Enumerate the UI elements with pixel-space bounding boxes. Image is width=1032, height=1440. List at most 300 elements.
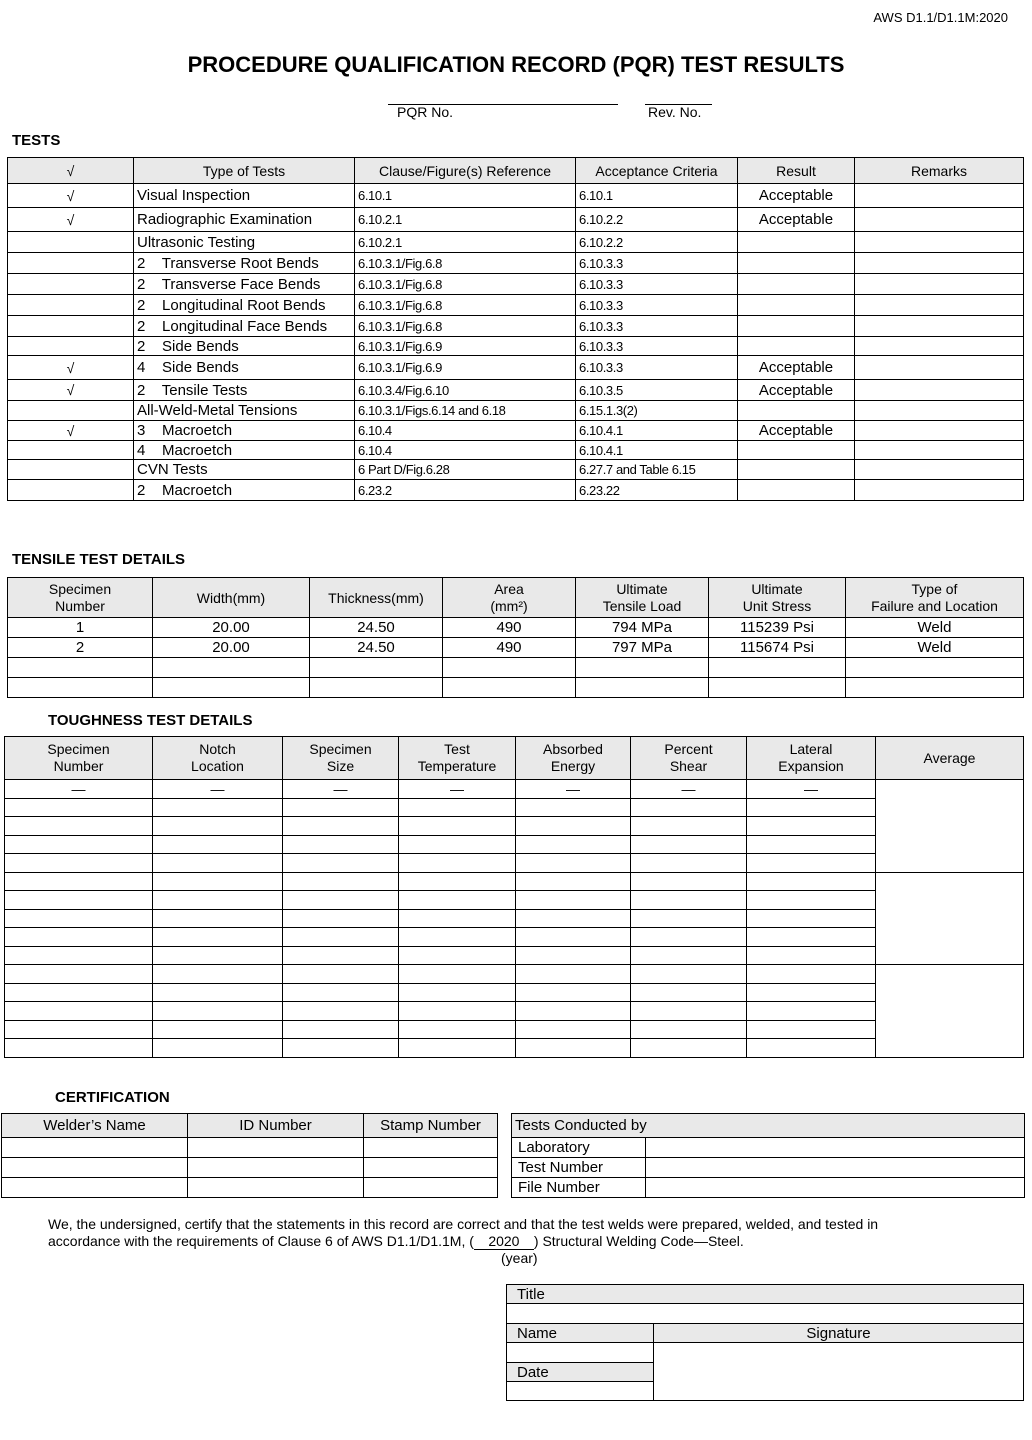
id-number-header: ID Number bbox=[188, 1114, 364, 1138]
toughness-row bbox=[5, 946, 1024, 965]
percent-shear-cell[interactable] bbox=[631, 835, 747, 854]
rev-number-field[interactable] bbox=[645, 88, 712, 105]
toughness-row bbox=[5, 983, 1024, 1002]
criteria-cell: 6.10.3.3 bbox=[576, 337, 738, 356]
test-type-cell: 2 Macroetch bbox=[134, 480, 355, 501]
remarks-cell[interactable] bbox=[855, 421, 1024, 441]
test-temperature-cell[interactable] bbox=[399, 891, 516, 910]
tensile-load-cell[interactable] bbox=[576, 658, 709, 678]
width-cell[interactable]: 20.00 bbox=[153, 638, 310, 658]
toughness-row bbox=[5, 780, 1024, 799]
specimen-size-cell[interactable] bbox=[283, 854, 399, 873]
specimen-number-cell[interactable] bbox=[5, 817, 153, 836]
toughness-row bbox=[5, 854, 1024, 873]
lateral-expansion-cell[interactable] bbox=[747, 872, 876, 891]
specimen-size-cell[interactable] bbox=[283, 1020, 399, 1039]
absorbed-energy-cell[interactable] bbox=[516, 1002, 631, 1021]
absorbed-energy-cell[interactable] bbox=[516, 835, 631, 854]
result-cell[interactable] bbox=[738, 295, 855, 316]
tensile-load-cell[interactable]: 797 MPa bbox=[576, 638, 709, 658]
toughness-row bbox=[5, 1020, 1024, 1039]
test-temperature-cell[interactable] bbox=[399, 1002, 516, 1021]
notch-location-cell[interactable]: — bbox=[153, 780, 283, 799]
remarks-cell[interactable] bbox=[855, 232, 1024, 253]
thickness-cell[interactable]: 24.50 bbox=[310, 638, 443, 658]
tests-header-reference: Clause/Figure(s) Reference bbox=[355, 158, 576, 184]
reference-cell: 6.10.3.1/Fig.6.8 bbox=[355, 316, 576, 337]
lateral-expansion-cell[interactable] bbox=[747, 835, 876, 854]
statement-line-1: We, the undersigned, certify that the statements in this record are correct and that the test welds were prepared, welded, and tested in bbox=[48, 1216, 879, 1232]
percent-shear-cell[interactable] bbox=[631, 817, 747, 836]
tests-row bbox=[8, 460, 1024, 480]
tests-row bbox=[8, 441, 1024, 460]
standard-code: AWS D1.1/D1.1M:2020 bbox=[873, 10, 1008, 25]
percent-shear-cell[interactable] bbox=[631, 1002, 747, 1021]
thickness-cell[interactable] bbox=[310, 678, 443, 698]
criteria-cell: 6.10.3.3 bbox=[576, 295, 738, 316]
lateral-expansion-cell[interactable] bbox=[747, 928, 876, 947]
tensile-header-width: Width(mm) bbox=[153, 578, 310, 618]
stamp-number-field[interactable] bbox=[364, 1158, 498, 1178]
specimen-size-cell[interactable]: — bbox=[283, 780, 399, 799]
specimen-size-cell[interactable] bbox=[283, 891, 399, 910]
reference-cell: 6.23.2 bbox=[355, 480, 576, 501]
average-cell[interactable] bbox=[876, 965, 1024, 1058]
statement-line-2a: accordance with the requirements of Clause 6 of AWS D1.1/D1.1M, ( bbox=[48, 1233, 474, 1249]
result-cell[interactable] bbox=[738, 337, 855, 356]
notch-location-cell[interactable] bbox=[153, 854, 283, 873]
result-cell[interactable]: Acceptable bbox=[738, 208, 855, 232]
stamp-number-field[interactable] bbox=[364, 1178, 498, 1198]
failure-location-cell[interactable]: Weld bbox=[846, 638, 1024, 658]
test-type-cell: Visual Inspection bbox=[134, 184, 355, 208]
width-cell[interactable] bbox=[153, 678, 310, 698]
page-title: PROCEDURE QUALIFICATION RECORD (PQR) TEST RESULTS bbox=[187, 52, 845, 77]
thickness-cell[interactable] bbox=[310, 658, 443, 678]
unit-stress-cell[interactable] bbox=[709, 658, 846, 678]
specimen-number-cell[interactable] bbox=[5, 872, 153, 891]
average-cell[interactable] bbox=[876, 872, 1024, 965]
name-field[interactable] bbox=[507, 1343, 654, 1363]
remarks-cell[interactable] bbox=[855, 401, 1024, 421]
tests-check-cell bbox=[8, 253, 134, 274]
remarks-cell[interactable] bbox=[855, 295, 1024, 316]
specimen-number-cell[interactable] bbox=[8, 658, 153, 678]
tests-check-cell bbox=[8, 337, 134, 356]
toughness-row bbox=[5, 928, 1024, 947]
tests-conducted-table bbox=[511, 1113, 1025, 1198]
specimen-size-cell[interactable] bbox=[283, 1039, 399, 1058]
absorbed-energy-cell[interactable] bbox=[516, 872, 631, 891]
area-cell[interactable]: 490 bbox=[443, 618, 576, 638]
area-cell[interactable] bbox=[443, 678, 576, 698]
tests-row bbox=[8, 295, 1024, 316]
result-cell[interactable] bbox=[738, 480, 855, 501]
signature-field[interactable] bbox=[654, 1343, 1024, 1401]
id-number-field[interactable] bbox=[188, 1158, 364, 1178]
toughness-row bbox=[5, 965, 1024, 984]
absorbed-energy-cell[interactable] bbox=[516, 983, 631, 1002]
toughness-row bbox=[5, 872, 1024, 891]
absorbed-energy-cell[interactable] bbox=[516, 1039, 631, 1058]
welder-name-field[interactable] bbox=[2, 1158, 188, 1178]
toughness-row bbox=[5, 817, 1024, 836]
toughness-row bbox=[5, 891, 1024, 910]
test-temperature-cell[interactable] bbox=[399, 909, 516, 928]
specimen-size-cell[interactable] bbox=[283, 1002, 399, 1021]
specimen-size-cell[interactable] bbox=[283, 817, 399, 836]
tensile-load-cell[interactable]: 794 MPa bbox=[576, 618, 709, 638]
test-type-cell: 4 Macroetch bbox=[134, 441, 355, 460]
test-type-cell: Ultrasonic Testing bbox=[134, 232, 355, 253]
specimen-number-cell[interactable] bbox=[5, 1039, 153, 1058]
notch-location-cell[interactable] bbox=[153, 872, 283, 891]
lateral-expansion-cell[interactable]: — bbox=[747, 780, 876, 799]
percent-shear-cell[interactable] bbox=[631, 983, 747, 1002]
criteria-cell: 6.10.3.3 bbox=[576, 274, 738, 295]
test-temperature-cell[interactable] bbox=[399, 817, 516, 836]
absorbed-energy-cell[interactable] bbox=[516, 946, 631, 965]
absorbed-energy-cell[interactable] bbox=[516, 928, 631, 947]
reference-cell: 6 Part D/Fig.6.28 bbox=[355, 460, 576, 480]
tests-row bbox=[8, 232, 1024, 253]
toughness-header-shear: Percent Shear bbox=[631, 737, 747, 780]
criteria-cell: 6.10.2.2 bbox=[576, 208, 738, 232]
test-temperature-cell[interactable] bbox=[399, 965, 516, 984]
remarks-cell[interactable] bbox=[855, 184, 1024, 208]
tests-header-type: Type of Tests bbox=[134, 158, 355, 184]
absorbed-energy-cell[interactable] bbox=[516, 965, 631, 984]
notch-location-cell[interactable] bbox=[153, 983, 283, 1002]
id-number-field[interactable] bbox=[188, 1178, 364, 1198]
test-temperature-cell[interactable] bbox=[399, 983, 516, 1002]
tests-section-heading: TESTS bbox=[12, 132, 61, 149]
result-cell[interactable] bbox=[738, 253, 855, 274]
remarks-cell[interactable] bbox=[855, 380, 1024, 401]
specimen-number-cell[interactable] bbox=[5, 946, 153, 965]
toughness-header-lateral: Lateral Expansion bbox=[747, 737, 876, 780]
test-type-cell: Radiographic Examination bbox=[134, 208, 355, 232]
reference-cell: 6.10.3.4/Fig.6.10 bbox=[355, 380, 576, 401]
result-cell[interactable]: Acceptable bbox=[738, 421, 855, 441]
tensile-header-area-label: Area bbox=[494, 580, 524, 597]
tensile-header-load: Ultimate Tensile Load bbox=[576, 578, 709, 618]
statement-line-2b: ) Structural Welding Code—Steel. bbox=[533, 1233, 744, 1249]
absorbed-energy-cell[interactable] bbox=[516, 891, 631, 910]
specimen-size-cell[interactable] bbox=[283, 983, 399, 1002]
file-number-field[interactable] bbox=[646, 1178, 1025, 1198]
result-cell[interactable] bbox=[738, 401, 855, 421]
notch-location-cell[interactable] bbox=[153, 1039, 283, 1058]
tests-table bbox=[7, 157, 1024, 501]
lateral-expansion-cell[interactable] bbox=[747, 798, 876, 817]
unit-stress-cell[interactable]: 115674 Psi bbox=[709, 638, 846, 658]
test-temperature-cell[interactable] bbox=[399, 854, 516, 873]
tests-row bbox=[8, 184, 1024, 208]
specimen-number-cell[interactable]: 1 bbox=[8, 618, 153, 638]
failure-location-cell[interactable] bbox=[846, 658, 1024, 678]
absorbed-energy-cell[interactable] bbox=[516, 798, 631, 817]
percent-shear-cell[interactable] bbox=[631, 1020, 747, 1039]
welder-name-field[interactable] bbox=[2, 1138, 188, 1158]
test-type-cell: 2 Transverse Face Bends bbox=[134, 274, 355, 295]
specimen-number-cell[interactable] bbox=[5, 928, 153, 947]
lateral-expansion-cell[interactable] bbox=[747, 817, 876, 836]
test-type-cell: 2 Longitudinal Face Bends bbox=[134, 316, 355, 337]
test-temperature-cell[interactable]: — bbox=[399, 780, 516, 799]
test-temperature-cell[interactable] bbox=[399, 835, 516, 854]
lateral-expansion-cell[interactable] bbox=[747, 965, 876, 984]
criteria-cell: 6.10.4.1 bbox=[576, 421, 738, 441]
criteria-cell: 6.10.4.1 bbox=[576, 441, 738, 460]
toughness-header-average: Average bbox=[876, 737, 1024, 780]
test-temperature-cell[interactable] bbox=[399, 946, 516, 965]
tensile-table bbox=[7, 577, 1024, 698]
result-cell[interactable] bbox=[738, 274, 855, 295]
signature-label: Signature bbox=[654, 1324, 1024, 1343]
test-type-cell: 2 Transverse Root Bends bbox=[134, 253, 355, 274]
result-cell[interactable]: Acceptable bbox=[738, 184, 855, 208]
criteria-cell: 6.15.1.3(2) bbox=[576, 401, 738, 421]
date-label: Date bbox=[507, 1363, 654, 1382]
percent-shear-cell[interactable] bbox=[631, 928, 747, 947]
toughness-header-notch: Notch Location bbox=[153, 737, 283, 780]
percent-shear-cell[interactable]: — bbox=[631, 780, 747, 799]
test-temperature-cell[interactable] bbox=[399, 928, 516, 947]
tests-check-cell bbox=[8, 316, 134, 337]
lateral-expansion-cell[interactable] bbox=[747, 1020, 876, 1039]
tests-header-check: √ bbox=[8, 158, 134, 184]
tensile-header-thickness: Thickness(mm) bbox=[310, 578, 443, 618]
notch-location-cell[interactable] bbox=[153, 817, 283, 836]
remarks-cell[interactable] bbox=[855, 441, 1024, 460]
tests-check-cell bbox=[8, 274, 134, 295]
id-number-field[interactable] bbox=[188, 1138, 364, 1158]
result-cell[interactable] bbox=[738, 441, 855, 460]
welder-name-field[interactable] bbox=[2, 1178, 188, 1198]
result-cell[interactable] bbox=[738, 316, 855, 337]
reference-cell: 6.10.2.1 bbox=[355, 232, 576, 253]
failure-location-cell[interactable] bbox=[846, 678, 1024, 698]
tensile-row bbox=[8, 638, 1024, 658]
thickness-cell[interactable]: 24.50 bbox=[310, 618, 443, 638]
tests-check-cell: √ bbox=[8, 356, 134, 380]
tensile-header-failure: Type of Failure and Location bbox=[846, 578, 1024, 618]
lateral-expansion-cell[interactable] bbox=[747, 1039, 876, 1058]
specimen-number-cell[interactable] bbox=[5, 798, 153, 817]
specimen-number-cell[interactable] bbox=[8, 678, 153, 698]
notch-location-cell[interactable] bbox=[153, 835, 283, 854]
toughness-header-energy: Absorbed Energy bbox=[516, 737, 631, 780]
tests-check-cell: √ bbox=[8, 421, 134, 441]
specimen-number-cell[interactable] bbox=[5, 983, 153, 1002]
welder-table bbox=[1, 1113, 498, 1198]
specimen-number-cell[interactable] bbox=[5, 835, 153, 854]
notch-location-cell[interactable] bbox=[153, 1020, 283, 1039]
absorbed-energy-cell[interactable] bbox=[516, 854, 631, 873]
remarks-cell[interactable] bbox=[855, 274, 1024, 295]
result-cell[interactable] bbox=[738, 232, 855, 253]
test-temperature-cell[interactable] bbox=[399, 1039, 516, 1058]
result-cell[interactable]: Acceptable bbox=[738, 356, 855, 380]
tensile-load-cell[interactable] bbox=[576, 678, 709, 698]
area-cell[interactable]: 490 bbox=[443, 638, 576, 658]
remarks-cell[interactable] bbox=[855, 316, 1024, 337]
specimen-size-cell[interactable] bbox=[283, 909, 399, 928]
tests-row bbox=[8, 480, 1024, 501]
reference-cell: 6.10.4 bbox=[355, 421, 576, 441]
unit-stress-cell[interactable]: 115239 Psi bbox=[709, 618, 846, 638]
toughness-row bbox=[5, 1002, 1024, 1021]
absorbed-energy-cell[interactable] bbox=[516, 1020, 631, 1039]
test-type-cell: 3 Macroetch bbox=[134, 421, 355, 441]
test-temperature-cell[interactable] bbox=[399, 872, 516, 891]
absorbed-energy-cell[interactable] bbox=[516, 909, 631, 928]
specimen-number-cell[interactable] bbox=[5, 1002, 153, 1021]
lateral-expansion-cell[interactable] bbox=[747, 891, 876, 910]
toughness-table bbox=[4, 736, 1024, 1058]
specimen-size-cell[interactable] bbox=[283, 798, 399, 817]
title-label: Title bbox=[507, 1285, 1024, 1304]
tests-check-cell bbox=[8, 441, 134, 460]
specimen-size-cell[interactable] bbox=[283, 928, 399, 947]
test-temperature-cell[interactable] bbox=[399, 1020, 516, 1039]
reference-cell: 6.10.3.1/Fig.6.9 bbox=[355, 337, 576, 356]
remarks-cell[interactable] bbox=[855, 337, 1024, 356]
tests-conducted-header: Tests Conducted by bbox=[512, 1114, 1025, 1138]
tensile-section-heading: TENSILE TEST DETAILS bbox=[12, 551, 186, 568]
date-field[interactable] bbox=[507, 1382, 654, 1401]
notch-location-cell[interactable] bbox=[153, 965, 283, 984]
specimen-size-cell[interactable] bbox=[283, 835, 399, 854]
title-field[interactable] bbox=[507, 1304, 1024, 1324]
notch-location-cell[interactable] bbox=[153, 928, 283, 947]
result-cell[interactable] bbox=[738, 460, 855, 480]
result-cell[interactable]: Acceptable bbox=[738, 380, 855, 401]
specimen-size-cell[interactable] bbox=[283, 872, 399, 891]
notch-location-cell[interactable] bbox=[153, 798, 283, 817]
toughness-row bbox=[5, 909, 1024, 928]
notch-location-cell[interactable] bbox=[153, 909, 283, 928]
tensile-header-area bbox=[443, 578, 576, 618]
percent-shear-cell[interactable] bbox=[631, 891, 747, 910]
lateral-expansion-cell[interactable] bbox=[747, 983, 876, 1002]
pqr-number-label: PQR No. bbox=[397, 104, 454, 120]
tensile-row bbox=[8, 678, 1024, 698]
specimen-size-cell[interactable] bbox=[283, 965, 399, 984]
test-type-cell: All-Weld-Metal Tensions bbox=[134, 401, 355, 421]
toughness-row bbox=[5, 1039, 1024, 1058]
specimen-number-cell[interactable] bbox=[5, 854, 153, 873]
width-cell[interactable] bbox=[153, 658, 310, 678]
year-label: (year) bbox=[501, 1250, 538, 1266]
average-cell[interactable] bbox=[876, 780, 1024, 873]
area-cell[interactable] bbox=[443, 658, 576, 678]
remarks-cell[interactable] bbox=[855, 208, 1024, 232]
signoff-table bbox=[506, 1284, 1024, 1401]
tests-row bbox=[8, 337, 1024, 356]
test-type-cell: 2 Longitudinal Root Bends bbox=[134, 295, 355, 316]
test-temperature-cell[interactable] bbox=[399, 798, 516, 817]
specimen-number-cell[interactable] bbox=[5, 1020, 153, 1039]
notch-location-cell[interactable] bbox=[153, 1002, 283, 1021]
lateral-expansion-cell[interactable] bbox=[747, 854, 876, 873]
width-cell[interactable]: 20.00 bbox=[153, 618, 310, 638]
tests-row bbox=[8, 253, 1024, 274]
reference-cell: 6.10.3.1/Figs.6.14 and 6.18 bbox=[355, 401, 576, 421]
laboratory-field[interactable] bbox=[646, 1138, 1025, 1158]
name-label: Name bbox=[507, 1324, 654, 1343]
pqr-number-field[interactable] bbox=[388, 88, 618, 105]
tests-check-cell: √ bbox=[8, 208, 134, 232]
percent-shear-cell[interactable] bbox=[631, 909, 747, 928]
toughness-row bbox=[5, 835, 1024, 854]
rev-number-label: Rev. No. bbox=[648, 104, 702, 120]
reference-cell: 6.10.3.1/Fig.6.9 bbox=[355, 356, 576, 380]
tests-row bbox=[8, 401, 1024, 421]
lateral-expansion-cell[interactable] bbox=[747, 1002, 876, 1021]
test-number-field[interactable] bbox=[646, 1158, 1025, 1178]
tensile-row bbox=[8, 618, 1024, 638]
reference-cell: 6.10.3.1/Fig.6.8 bbox=[355, 295, 576, 316]
specimen-size-cell[interactable] bbox=[283, 946, 399, 965]
toughness-header-specimen: Specimen Number bbox=[5, 737, 153, 780]
criteria-cell: 6.23.22 bbox=[576, 480, 738, 501]
toughness-section-heading: TOUGHNESS TEST DETAILS bbox=[48, 712, 253, 729]
criteria-cell: 6.27.7 and Table 6.15 bbox=[576, 460, 738, 480]
test-type-cell: 2 Side Bends bbox=[134, 337, 355, 356]
lateral-expansion-cell[interactable] bbox=[747, 946, 876, 965]
notch-location-cell[interactable] bbox=[153, 891, 283, 910]
test-type-cell: CVN Tests bbox=[134, 460, 355, 480]
stamp-number-field[interactable] bbox=[364, 1138, 498, 1158]
specimen-number-cell[interactable]: 2 bbox=[8, 638, 153, 658]
unit-stress-cell[interactable] bbox=[709, 678, 846, 698]
reference-cell: 6.10.1 bbox=[355, 184, 576, 208]
year-field[interactable]: 2020 bbox=[474, 1234, 534, 1250]
toughness-row bbox=[5, 798, 1024, 817]
absorbed-energy-cell[interactable]: — bbox=[516, 780, 631, 799]
certification-statement bbox=[48, 1216, 1008, 1250]
specimen-number-cell[interactable] bbox=[5, 891, 153, 910]
percent-shear-cell[interactable] bbox=[631, 854, 747, 873]
percent-shear-cell[interactable] bbox=[631, 965, 747, 984]
percent-shear-cell[interactable] bbox=[631, 798, 747, 817]
remarks-cell[interactable] bbox=[855, 253, 1024, 274]
specimen-number-cell[interactable] bbox=[5, 909, 153, 928]
absorbed-energy-cell[interactable] bbox=[516, 817, 631, 836]
percent-shear-cell[interactable] bbox=[631, 1039, 747, 1058]
criteria-cell: 6.10.1 bbox=[576, 184, 738, 208]
failure-location-cell[interactable]: Weld bbox=[846, 618, 1024, 638]
tests-row bbox=[8, 356, 1024, 380]
specimen-number-cell[interactable] bbox=[5, 965, 153, 984]
lateral-expansion-cell[interactable] bbox=[747, 909, 876, 928]
test-type-cell: 2 Tensile Tests bbox=[134, 380, 355, 401]
tensile-header-area-unit: (mm²) bbox=[490, 597, 528, 614]
welder-name-header: Welder’s Name bbox=[2, 1114, 188, 1138]
percent-shear-cell[interactable] bbox=[631, 872, 747, 891]
certification-section-heading: CERTIFICATION bbox=[55, 1089, 170, 1106]
criteria-cell: 6.10.3.3 bbox=[576, 316, 738, 337]
remarks-cell[interactable] bbox=[855, 480, 1024, 501]
remarks-cell[interactable] bbox=[855, 460, 1024, 480]
tensile-header-stress: Ultimate Unit Stress bbox=[709, 578, 846, 618]
percent-shear-cell[interactable] bbox=[631, 946, 747, 965]
notch-location-cell[interactable] bbox=[153, 946, 283, 965]
specimen-number-cell[interactable]: — bbox=[5, 780, 153, 799]
remarks-cell[interactable] bbox=[855, 356, 1024, 380]
